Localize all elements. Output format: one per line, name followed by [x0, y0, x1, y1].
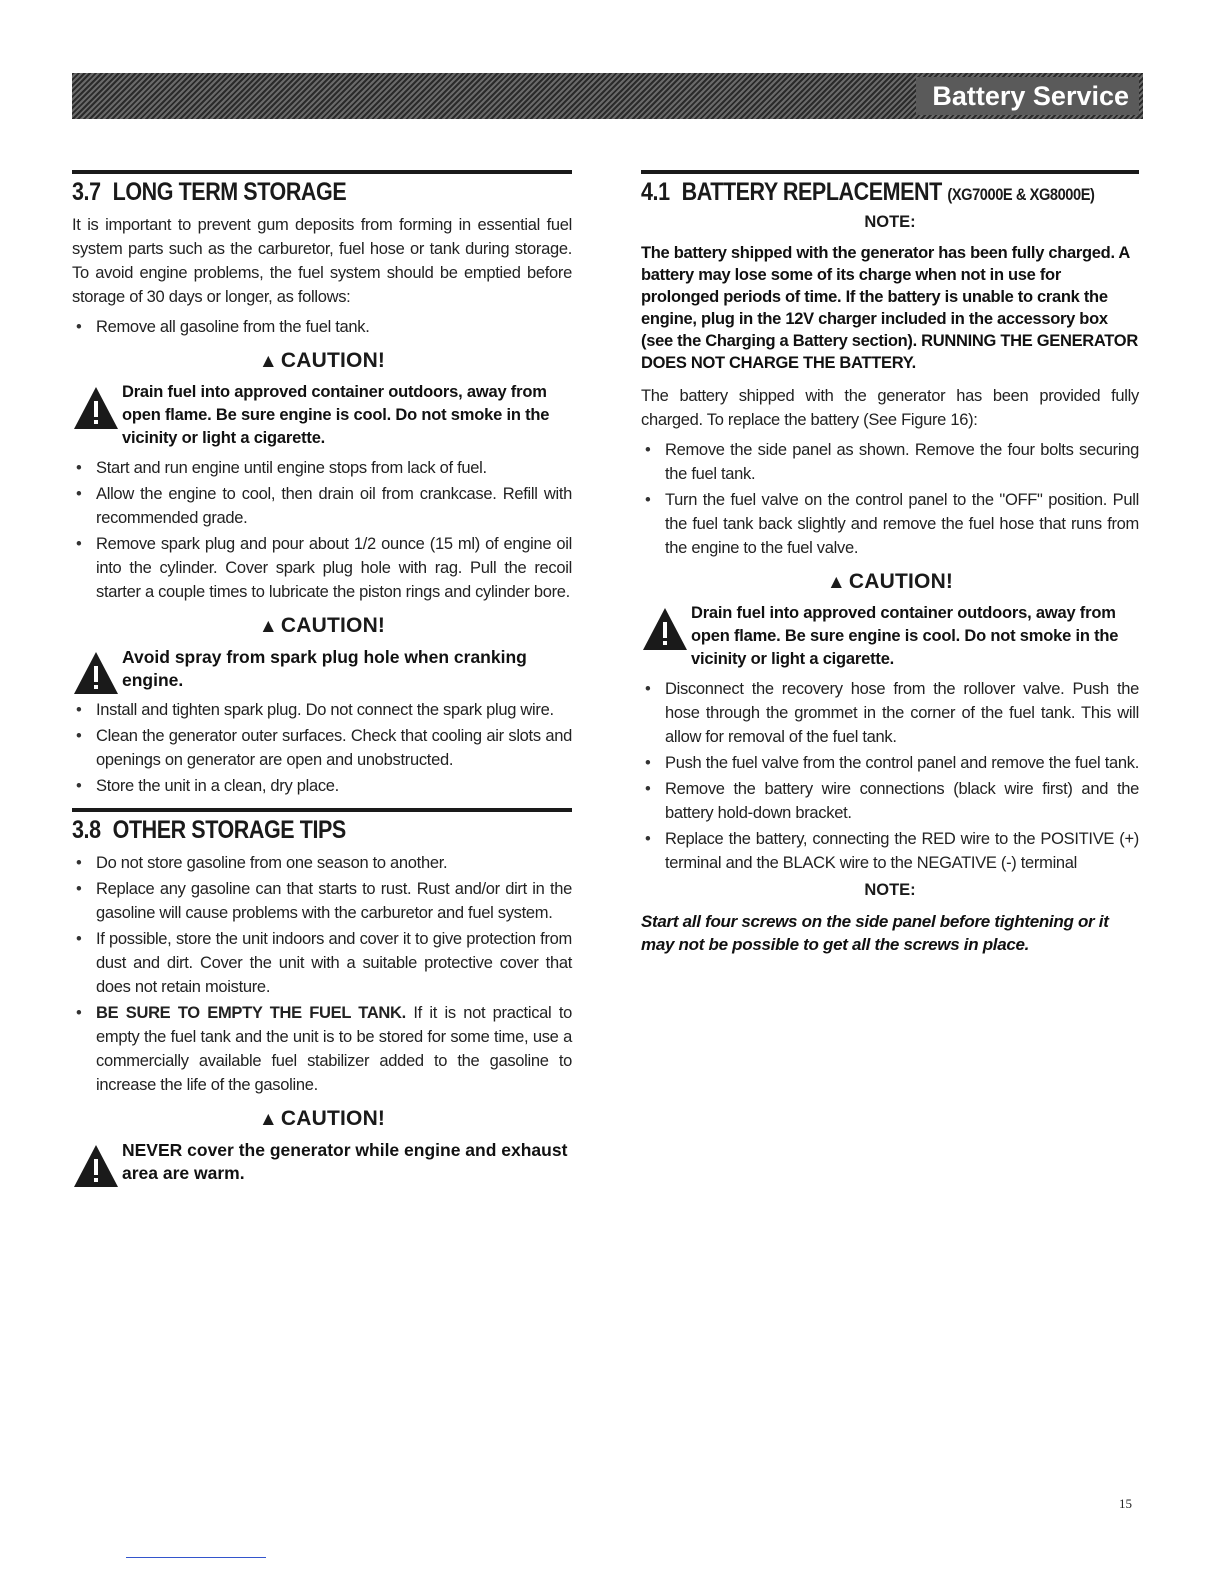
right-column [641, 170, 1139, 956]
list-item: • Remove all gasoline from the fuel tank. [72, 315, 572, 339]
note-text: Start all four screws on the side panel before tightening or it may not be possible to get all the screws in place. [641, 912, 1109, 954]
warning-block [641, 602, 1139, 671]
warning-triangle-icon [72, 385, 120, 431]
warning-block [72, 381, 572, 450]
section-heading-4-1: 4.1 BATTERY REPLACEMENT (XG7000E & XG8000E) [641, 178, 1095, 206]
warning-triangle-icon: ▲ [826, 572, 846, 593]
warning-triangle-icon [72, 1143, 120, 1189]
list-item: • Remove the battery wire connections (black wire first) and the battery hold-down bracket. [641, 777, 1139, 825]
caution-heading: ▲ CAUTION! [258, 1107, 386, 1130]
list-item: • Allow the engine to cool, then drain oil from crankcase. Refill with recommended grade. [72, 482, 572, 530]
list-item: • Replace any gasoline can that starts to rust. Rust and/or dirt in the gasoline will cause problems with the carburetor and fuel system. [72, 877, 572, 925]
bullet-list [72, 698, 572, 798]
list-item: • Do not store gasoline from one season to another. [72, 851, 572, 875]
list-item: • Remove spark plug and pour about 1/2 ounce (15 ml) of engine oil into the cylinder. Cover spark plug hole with rag. Pull the recoil starter a couple times to lubricate the piston rings and cylinder bore. [72, 532, 572, 604]
warning-triangle-icon [72, 650, 120, 696]
section-header-title: Battery Service [916, 77, 1139, 115]
list-item: • Start and run engine until engine stops from lack of fuel. [72, 456, 572, 480]
list-item: • Clean the generator outer surfaces. Check that cooling air slots and openings on generator are open and unobstructed. [72, 724, 572, 772]
section-rule [641, 170, 1139, 174]
list-item: • Replace the battery, connecting the RED wire to the POSITIVE (+) terminal and the BLACK wire to the NEGATIVE (-) terminal [641, 827, 1139, 875]
list-item: • Disconnect the recovery hose from the rollover valve. Push the hose through the grommet in the corner of the fuel tank. This will allow for removal of the fuel tank. [641, 677, 1139, 749]
footer-rule [126, 1557, 266, 1558]
warning-block [72, 646, 572, 692]
paragraph-intro: It is important to prevent gum deposits from forming in essential fuel system parts such as the carburetor, fuel hose or tank during storage. To avoid engine problems, the fuel system should be emptied before storage of 30 days or longer, as follows: [72, 216, 572, 306]
note-label: NOTE: [864, 881, 916, 899]
warning-triangle-icon [641, 606, 689, 652]
list-item: • If possible, store the unit indoors and cover it to give protection from dust and dirt. Cover the unit with a suitable protective cover that does not retain moisture. [72, 927, 572, 999]
note-label: NOTE: [864, 213, 916, 231]
warning-text: Drain fuel into approved container outdoors, away from open flame. Be sure engine is cool. Do not smoke in the vicinity or light a cigarette. [122, 383, 550, 447]
bullet-list [641, 438, 1139, 560]
warning-triangle-icon: ▲ [258, 616, 278, 637]
warning-text: Drain fuel into approved container outdoors, away from open flame. Be sure engine is cool. Do not smoke in the vicinity or light a cigarette. [691, 604, 1119, 668]
warning-text: Avoid spray from spark plug hole when cranking engine. [122, 647, 527, 690]
list-item: • Remove the side panel as shown. Remove the four bolts securing the fuel tank. [641, 438, 1139, 486]
bullet-list [641, 677, 1139, 875]
list-item: • BE SURE TO EMPTY THE FUEL TANK. If it is not practical to empty the fuel tank and the unit is to be stored for some time, use a commercially available fuel stabilizer added to the gasoline to increase the life of the gasoline. [72, 1001, 572, 1097]
warning-triangle-icon: ▲ [258, 351, 278, 372]
paragraph-intro: The battery shipped with the generator has been provided fully charged. To replace the battery (See Figure 16): [641, 387, 1139, 429]
note-text: The battery shipped with the generator has been fully charged. A battery may lose some of its charge when not in use for prolonged periods of time. If the battery is unable to crank the engine, plug in the 12V charger included in the accessory box (see the Charging a Battery section). RUNNING THE GENERATOR DOES NOT CHARGE THE BATTERY. [641, 244, 1138, 372]
list-item: • Install and tighten spark plug. Do not connect the spark plug wire. [72, 698, 572, 722]
list-item: • Store the unit in a clean, dry place. [72, 774, 572, 798]
list-item: • Push the fuel valve from the control panel and remove the fuel tank. [641, 751, 1139, 775]
section-rule [72, 808, 572, 812]
list-item: • Turn the fuel valve on the control panel to the "OFF" position. Pull the fuel tank back slightly and remove the fuel hose that runs from the engine to the fuel valve. [641, 488, 1139, 560]
warning-block [72, 1139, 572, 1185]
caution-heading: ▲ CAUTION! [826, 570, 954, 593]
caution-heading: ▲ CAUTION! [258, 614, 386, 637]
section-heading-3-7: 3.7 LONG TERM STORAGE [72, 178, 347, 206]
bullet-list [72, 315, 572, 339]
section-rule [72, 170, 572, 174]
section-header-bar [72, 73, 1143, 119]
page-number: 15 [1119, 1496, 1132, 1511]
section-heading-3-8: 3.8 OTHER STORAGE TIPS [72, 816, 346, 844]
warning-triangle-icon: ▲ [258, 1109, 278, 1130]
left-column [72, 170, 572, 1191]
warning-text: NEVER cover the generator while engine and exhaust area are warm. [122, 1140, 568, 1183]
bullet-list [72, 456, 572, 604]
bullet-list [72, 851, 572, 1097]
caution-heading: ▲ CAUTION! [258, 349, 386, 372]
